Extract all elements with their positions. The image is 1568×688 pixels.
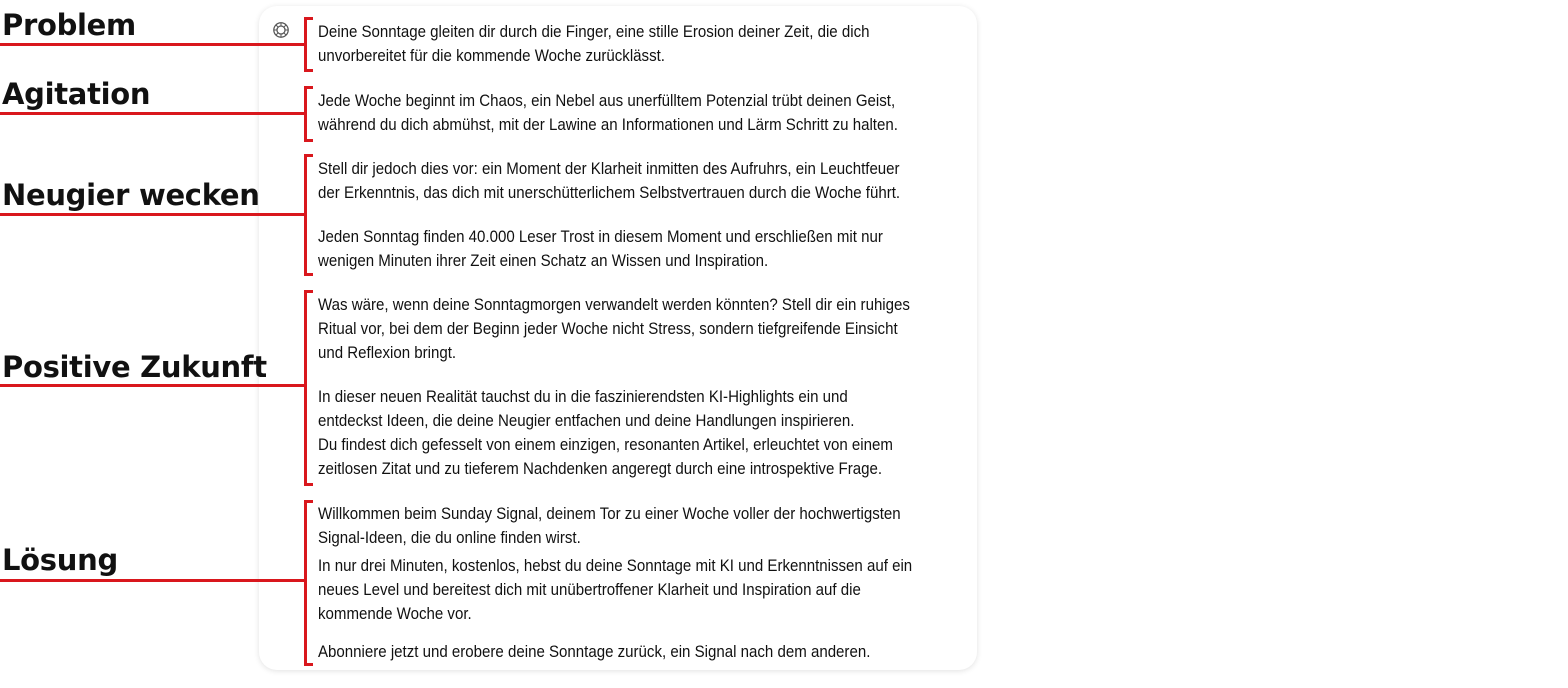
text-line: Jeden Sonntag finden 40.000 Leser Trost in diesem Moment und erschließen mit nur	[318, 228, 883, 246]
text-line: In dieser neuen Realität tauchst du in die faszinierendsten KI-Highlights ein und	[318, 388, 848, 406]
bracket-problem	[304, 17, 313, 72]
text-line: entdeckst Ideen, die deine Neugier entfachen und deine Handlungen inspirieren.	[318, 412, 855, 430]
connector-problem	[0, 43, 306, 46]
text-line: unvorbereitet für die kommende Woche zurücklässt.	[318, 47, 665, 65]
bracket-loesung	[304, 500, 313, 666]
text-line: Signal-Ideen, die du online finden wirst.	[318, 529, 581, 547]
text-line: während du dich abmühst, mit der Lawine an Informationen und Lärm Schritt zu halten.	[318, 116, 898, 134]
paragraph-agitation	[318, 89, 927, 137]
paragraph-loesung-1	[318, 502, 927, 550]
text-line: Ritual vor, bei dem der Beginn jeder Woche nicht Stress, sondern tiefgreifende Einsicht	[318, 320, 898, 338]
assistant-logo-icon	[272, 21, 290, 39]
paragraph-zukunft-2	[318, 385, 927, 481]
paragraph-loesung-3	[318, 640, 927, 664]
label-neugier-wecken: Neugier wecken	[2, 178, 260, 212]
label-positive-zukunft: Positive Zukunft	[2, 350, 267, 384]
paragraph-neugier-2	[318, 225, 927, 273]
text-line: Was wäre, wenn deine Sonntagmorgen verwandelt werden könnten? Stell dir ein ruhiges	[318, 296, 910, 314]
connector-agitation	[0, 112, 306, 115]
bracket-neugier-wecken	[304, 154, 313, 276]
text-line: Willkommen beim Sunday Signal, deinem Tor zu einer Woche voller der hochwertigsten	[318, 505, 901, 523]
label-loesung: Lösung	[2, 543, 118, 577]
paragraph-neugier-1	[318, 157, 927, 205]
label-agitation: Agitation	[2, 77, 151, 111]
paragraph-zukunft-1	[318, 293, 927, 365]
text-line: In nur drei Minuten, kostenlos, hebst du deine Sonntage mit KI und Erkenntnissen auf ein	[318, 557, 913, 575]
text-line: Abonniere jetzt und erobere deine Sonntage zurück, ein Signal nach dem anderen.	[318, 643, 871, 661]
text-line: Deine Sonntage gleiten dir durch die Finger, eine stille Erosion deiner Zeit, die dich	[318, 23, 870, 41]
label-problem: Problem	[2, 8, 136, 42]
text-line: Jede Woche beginnt im Chaos, ein Nebel aus unerfülltem Potenzial trübt deinen Geist,	[318, 92, 896, 110]
text-line: und Reflexion bringt.	[318, 344, 457, 362]
text-line: der Erkenntnis, das dich mit unerschütterlichem Selbstvertrauen durch die Woche führt.	[318, 184, 901, 202]
connector-positive-zukunft	[0, 384, 306, 387]
text-line: zeitlosen Zitat und zu tieferem Nachdenken angeregt durch eine introspektive Frage.	[318, 460, 883, 478]
paragraph-loesung-2	[318, 554, 927, 626]
connector-loesung	[0, 579, 306, 582]
text-line: wenigen Minuten ihrer Zeit einen Schatz an Wissen und Inspiration.	[318, 252, 769, 270]
paragraph-problem	[318, 20, 927, 68]
connector-neugier-wecken	[0, 213, 306, 216]
text-line: neues Level und bereitest dich mit unübertroffener Klarheit und Inspiration auf die	[318, 581, 861, 599]
bracket-agitation	[304, 86, 313, 142]
bracket-positive-zukunft	[304, 290, 313, 486]
text-line: Stell dir jedoch dies vor: ein Moment der Klarheit inmitten des Aufruhrs, ein Leuchtfeuer	[318, 160, 900, 178]
text-line: Du findest dich gefesselt von einem einzigen, resonanten Artikel, erleuchtet von einem	[318, 436, 893, 454]
text-line: kommende Woche vor.	[318, 605, 472, 623]
